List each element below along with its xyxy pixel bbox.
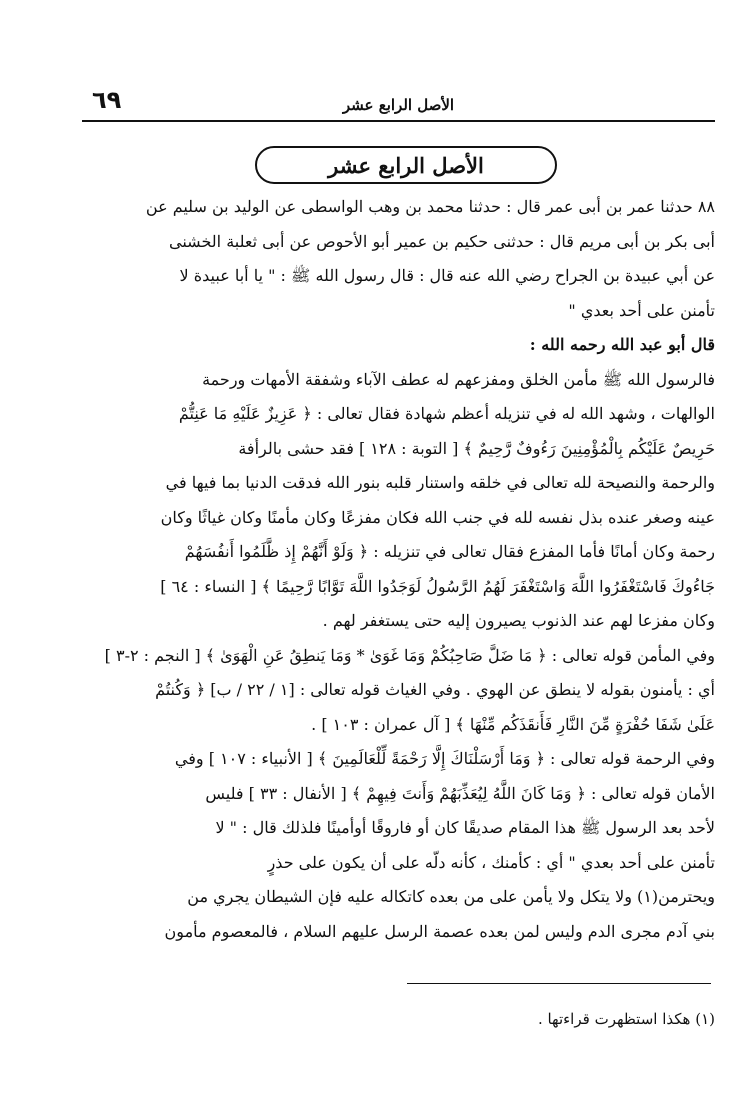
text-line: بني آدم مجرى الدم وليس لمن بعده عصمة الرسل عليهم السلام ، فالمعصوم مأمون <box>164 921 715 941</box>
body-text <box>78 190 715 949</box>
text-line: عن أبي عبيدة بن الجراح رضي الله عنه قال : قال رسول الله ﷺ : " يا أبا عبيدة لا <box>179 266 715 285</box>
text-line: لأحد بعد الرسول ﷺ هذا المقام صديقًا كان أو فاروقًا أوأمينًا فلذلك قال : " لا <box>215 818 715 837</box>
text-line: رحمة وكان أمانًا فأما المفزع فقال تعالى في تنزيله : ﴿ وَلَوْ أَنَّهُمْ إِذ ظَّلَمُوا أَنفُسَهُمْ <box>184 542 715 561</box>
text-line: وكان مفزعا لهم عند الذنوب يصيرون إليه حتى يستغفر لهم . <box>322 611 715 630</box>
chapter-title-frame <box>255 146 557 184</box>
text-line: عينه وصغر عنده بذل نفسه لله في جنب الله فكان مفزعًا وكان مأمنًا وكان غياثًا وكان <box>160 507 715 527</box>
text-line: عَلَىٰ شَفَا حُفْرَةٍ مِّنَ النَّارِ فَأَنقَذَكُم مِّنْهَا ﴾ [ آل عمران : ١٠٣ ] . <box>311 714 715 734</box>
section-heading: قال أبو عبد الله رحمه الله : <box>529 335 715 354</box>
text-line: تأمنن على أحد بعدي " <box>568 300 715 320</box>
text-line: ٨٨ حدثنا عمر بن أبى عمر قال : حدثنا محمد بن وهب الواسطى عن الوليد بن سليم عن <box>145 197 715 216</box>
text-line: أبى بكر بن أبى مريم قال : حدثنى حكيم بن عمير أبو الأحوص عن أبى ثعلبة الخشنى <box>169 231 715 251</box>
footnote-divider <box>407 983 711 984</box>
text-line: أي : يأمنون بقوله لا ينطق عن الهوي . وفي الغياث قوله تعالى : [١ / ٢٢ / ب] ﴿ وَكُنتُمْ <box>155 680 715 699</box>
text-line: فالرسول الله ﷺ مأمن الخلق ومفزعهم له عطف الآباء وشفقة الأمهات ورحمة <box>202 369 715 389</box>
text-line: حَرِيصٌ عَلَيْكُم بِالْمُؤْمِنِينَ رَءُوفٌ رَّحِيمٌ ﴾ [ التوبة : ١٢٨ ] فقد حشى بالرأفة <box>238 438 715 458</box>
text-line: تأمنن على أحد بعدي " أي : كأمنك ، كأنه دلّه على أن يكون على حذرٍ <box>267 852 715 872</box>
text-line: وفي المأمن قوله تعالى : ﴿ مَا ضَلَّ صَاحِبُكُمْ وَمَا غَوَىٰ * وَمَا يَنطِقُ عَنِ الْهَوَىٰ ﴾ [ النجم : ٢-٣ ] <box>104 645 715 665</box>
text-line: الأمان قوله تعالى : ﴿ وَمَا كَانَ اللَّهُ لِيُعَذِّبَهُمْ وَأَنتَ فِيهِمْ ﴾ [ الأنفال : ٣٣ ] فليس <box>205 783 715 803</box>
chapter-title: الأصل الرابع عشر <box>328 152 484 178</box>
page-header <box>82 88 715 122</box>
footnote: (١) هكذا استظهرت قراءتها . <box>537 1010 715 1028</box>
text-line: الوالهات ، وشهد الله له في تنزيله أعظم شهادة فقال تعالى : ﴿ عَزِيزٌ عَلَيْهِ مَا عَنِتُّمْ <box>178 404 715 423</box>
text-line: والرحمة والنصيحة لله تعالى في خلقه واستنار قلبه بنور الله فدقت الدنيا بما فيها في <box>165 473 715 492</box>
text-line: وفي الرحمة قوله تعالى : ﴿ وَمَا أَرْسَلْنَاكَ إِلَّا رَحْمَةً لِّلْعَالَمِينَ ﴾ [ الأنبياء : ١٠٧ ] وفي <box>174 749 715 768</box>
text-line: جَاءُوكَ فَاسْتَغْفَرُوا اللَّهَ وَاسْتَغْفَرَ لَهُمُ الرَّسُولُ لَوَجَدُوا اللَّهَ تَوَّابًا رَّحِيمًا ﴾ [ النساء : ٦٤ ] <box>160 576 715 596</box>
text-line: ويحترمن(١) ولا يتكل ولا يأمن على من بعده كاتكاله عليه فإن الشيطان يجري من <box>187 887 715 906</box>
page-number: ٦٩ <box>92 86 122 114</box>
running-title: الأصل الرابع عشر <box>342 96 455 114</box>
